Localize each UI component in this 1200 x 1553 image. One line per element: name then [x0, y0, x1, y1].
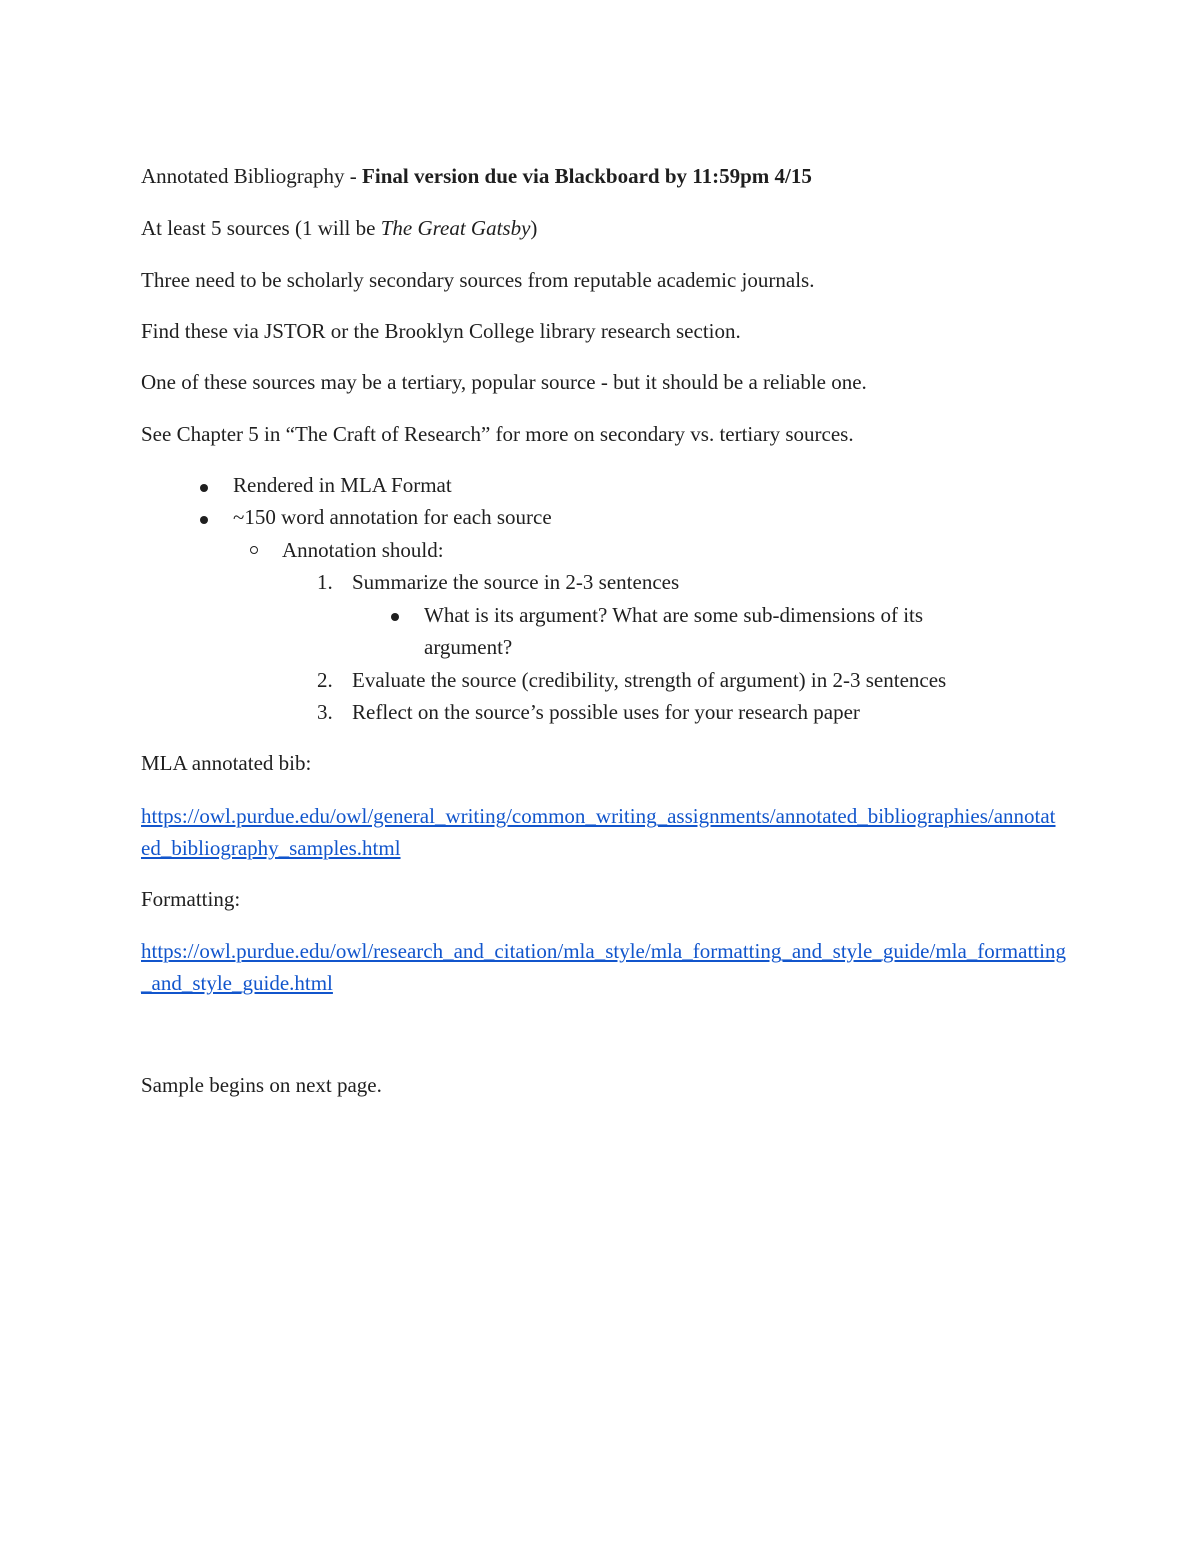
mla-bib-link[interactable]: https://owl.purdue.edu/owl/general_writing/common_writing_assignments/annotated_bibliographies/annotated_bibliography_samples.html — [141, 804, 1056, 860]
bullet-dot-icon — [200, 516, 208, 524]
sources-text-post: ) — [530, 216, 538, 240]
scholarly-paragraph: Three need to be scholarly secondary sources from reputable academic journals. — [141, 268, 815, 292]
bullet-ring-icon — [250, 546, 258, 554]
sources-text-pre: At least 5 sources (1 will be — [141, 216, 381, 240]
formatting-label: Formatting: — [141, 887, 241, 911]
chapter-paragraph: See Chapter 5 in “The Craft of Research” for more on secondary vs. tertiary sources. — [141, 422, 854, 446]
page-heading — [141, 160, 1071, 192]
find-paragraph: Find these via JSTOR or the Brooklyn College library research section. — [141, 319, 741, 343]
mla-bib-label: MLA annotated bib: — [141, 751, 312, 775]
bullet-dot-icon — [200, 484, 208, 492]
list-item-mla-format: Rendered in MLA Format — [233, 473, 452, 497]
mla-bib-link-container — [141, 800, 1061, 864]
bullet-dot-icon — [391, 613, 399, 621]
sources-requirement — [141, 212, 1071, 244]
list-item-summarize: Summarize the source in 2-3 sentences — [352, 570, 680, 594]
heading-title: Annotated Bibliography - — [141, 164, 363, 188]
heading-deadline: Final version due via Blackboard by 11:59pm 4/15 — [362, 164, 812, 188]
formatting-link[interactable]: https://owl.purdue.edu/owl/research_and_citation/mla_style/mla_formatting_and_style_guide/mla_formatting_and_style_guide.html — [141, 939, 1066, 995]
list-item-evaluate: Evaluate the source (credibility, strength of argument) in 2-3 sentences — [352, 668, 947, 692]
list-item-argument-line1: What is its argument? What are some sub-dimensions of its — [424, 603, 924, 627]
list-item-word-count: ~150 word annotation for each source — [233, 505, 552, 529]
list-item-annotation-should: Annotation should: — [282, 538, 444, 562]
step-number: 1. — [317, 570, 333, 594]
book-title: The Great Gatsby — [380, 216, 531, 240]
step-number: 2. — [317, 668, 333, 692]
formatting-link-container — [141, 935, 1066, 999]
list-item-argument-line2: argument? — [424, 635, 513, 659]
list-item-reflect: Reflect on the source’s possible uses for your research paper — [352, 700, 860, 724]
tertiary-paragraph: One of these sources may be a tertiary, popular source - but it should be a reliable one. — [141, 370, 867, 394]
closing-note: Sample begins on next page. — [141, 1073, 382, 1097]
step-number: 3. — [317, 700, 333, 724]
